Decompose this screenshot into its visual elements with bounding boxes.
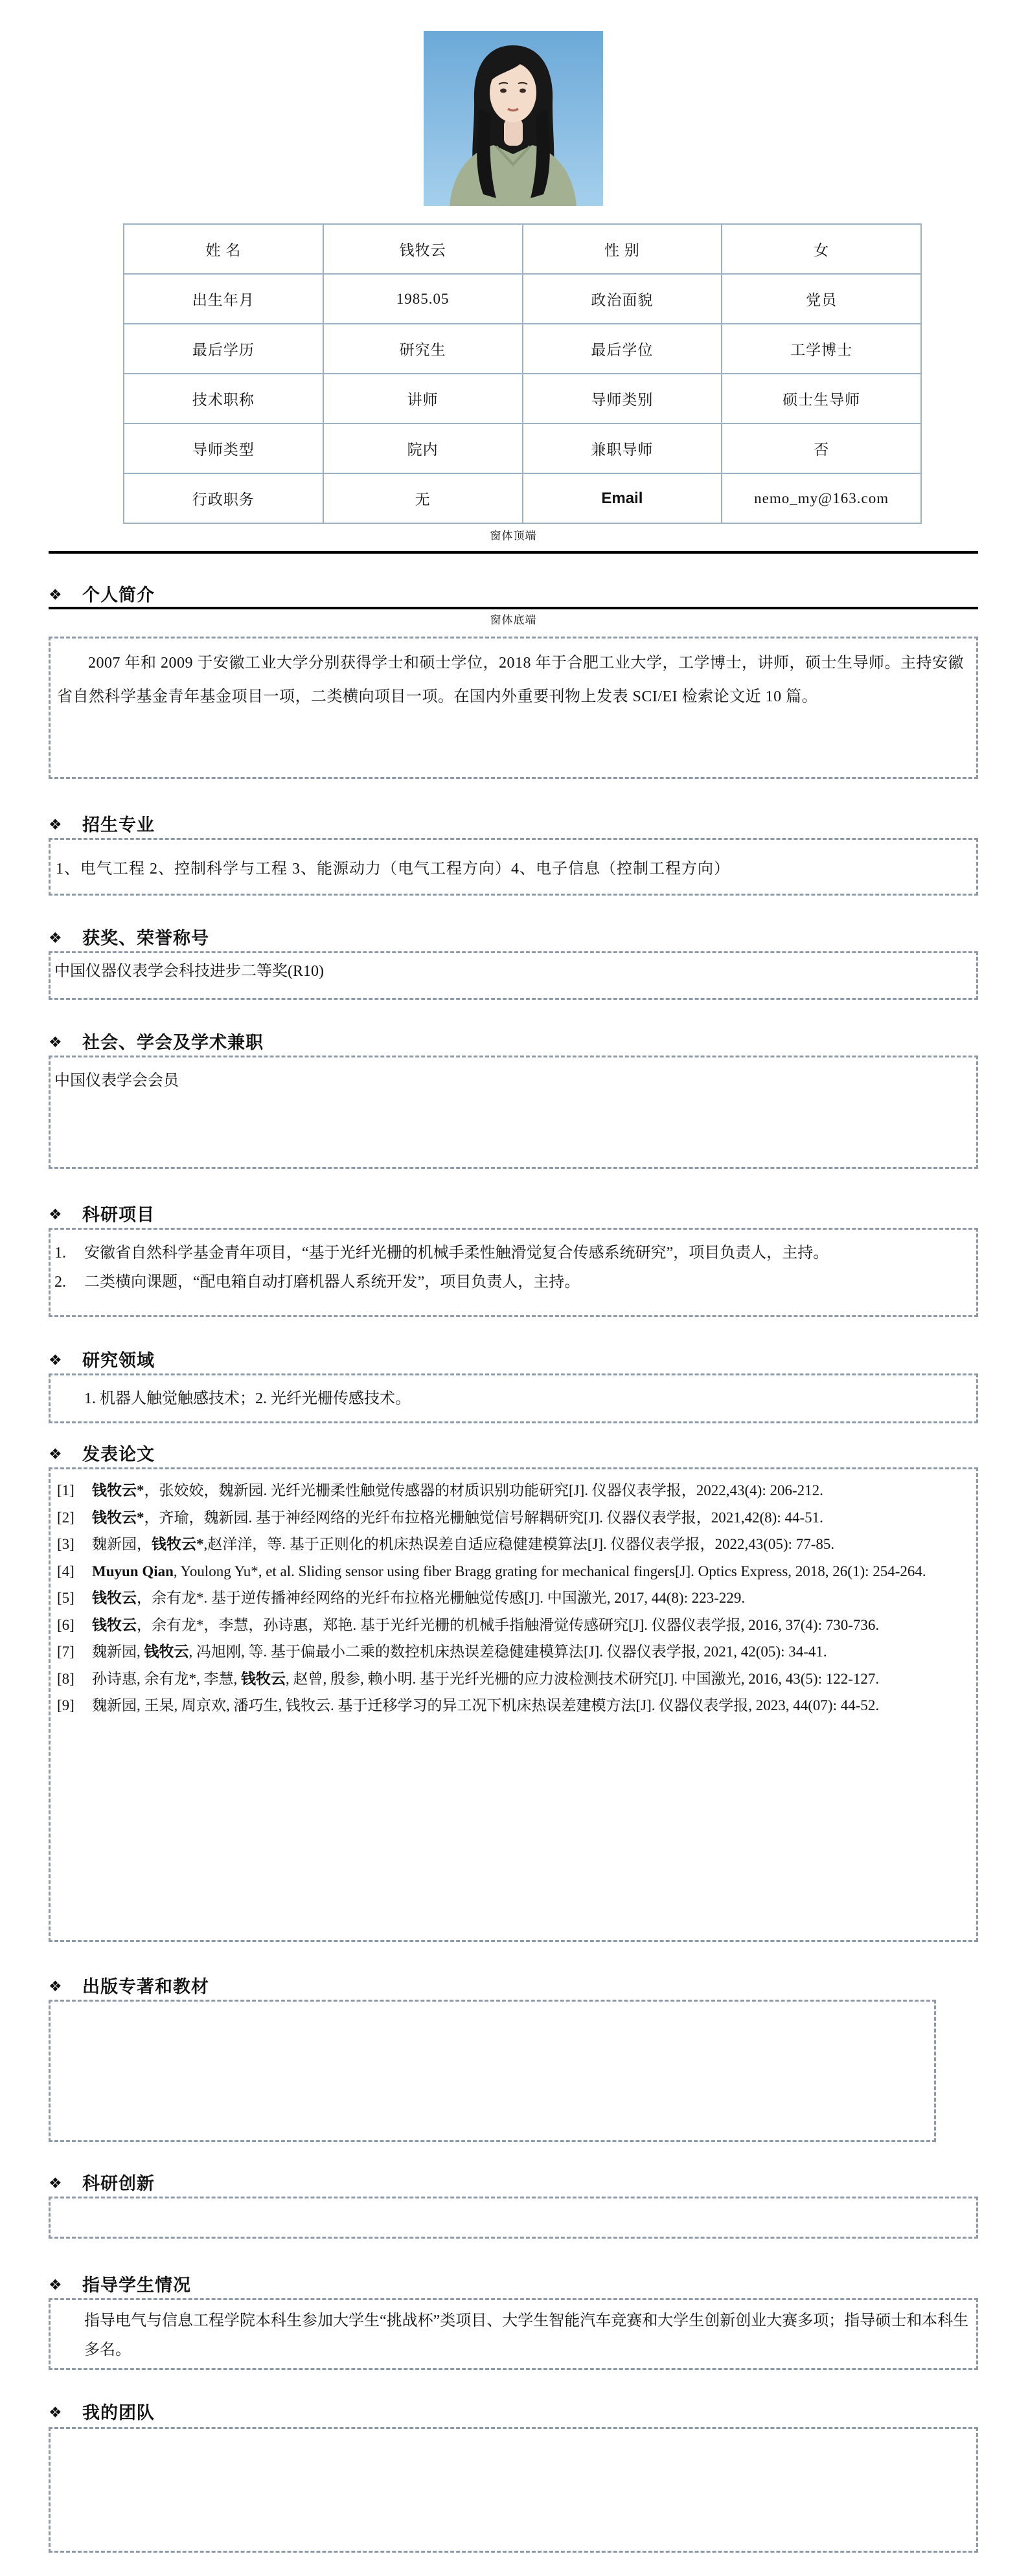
title-label: 技术职称	[124, 374, 323, 424]
table-row	[124, 424, 921, 473]
section-bullet-icon: ❖	[49, 817, 63, 833]
section-bullet-icon: ❖	[49, 1034, 63, 1050]
adjunct-supervisor-value: 否	[722, 424, 921, 473]
publication-highlight-author: Muyun Qian	[92, 1563, 174, 1579]
publication-text: ，齐瑜，魏新园. 基于神经网络的光纤布拉格光栅触觉信号解耦研究[J]. 仪器仪表学报，2021,42(8): 44-51.	[144, 1509, 823, 1526]
publication-highlight-author: 钱牧云	[92, 1590, 137, 1606]
project-text: 二类横向课题，“配电箱自动打磨机器人系统开发”，项目负责人，主持。	[84, 1274, 580, 1291]
section-majors-title: 招生专业	[82, 815, 155, 835]
table-row	[124, 224, 921, 274]
education-value: 研究生	[323, 324, 523, 374]
title-value: 讲师	[323, 374, 523, 424]
section-publications-title: 发表论文	[82, 1445, 155, 1464]
publication-item	[56, 1692, 970, 1719]
section-intro-heading	[49, 585, 978, 605]
gender-value: 女	[722, 224, 921, 274]
publication-number: [9]	[57, 1697, 74, 1713]
project-text: 安徽省自然科学基金青年项目，“基于光纤光栅的机械手柔性触滑觉复合传感系统研究”，项目负责人，主持。	[84, 1245, 829, 1261]
degree-label: 最后学位	[523, 324, 722, 374]
form-bottom-marker: 窗体底端	[490, 614, 537, 626]
publication-authors: 魏新园，	[92, 1536, 152, 1552]
majors-text: 1、电气工程 2、控制科学与工程 3、能源动力（电气工程方向）4、电子信息（控制工程方向）	[56, 861, 730, 877]
publication-item	[56, 1612, 970, 1639]
section-publications-box	[49, 1467, 978, 1942]
section-majors-box	[49, 838, 978, 896]
section-books-box	[49, 2000, 936, 2142]
adjunct-supervisor-label: 兼职导师	[523, 424, 722, 473]
profile-photo	[424, 31, 603, 206]
publication-number: [3]	[57, 1536, 74, 1552]
section-awards-title: 获奖、荣誉称号	[82, 929, 209, 948]
section-bullet-icon: ❖	[49, 1352, 63, 1368]
supervisor-type-value: 院内	[323, 424, 523, 473]
supervisor-category-value: 硕士生导师	[722, 374, 921, 424]
publication-authors: 魏新园, 王杲, 周京欢, 潘巧生, 钱牧云. 基于迁移学习的异工况下机床热误差建模方法[J]. 仪器仪表学报, 2023, 44(07): 44-52.	[92, 1697, 880, 1713]
table-row	[124, 324, 921, 374]
publication-highlight-author: 钱牧云*	[92, 1509, 144, 1526]
section-majors-heading	[49, 815, 978, 835]
section-fields-title: 研究领域	[82, 1351, 155, 1370]
section-bullet-icon: ❖	[49, 2175, 63, 2191]
publication-text: , Youlong Yu*, et al. Sliding sensor using fiber Bragg grating for mechanical fingers[J]. Optics Express, 2018, 26(1): 254-264.	[173, 1563, 926, 1579]
section-bullet-icon: ❖	[49, 1206, 63, 1223]
publication-text: ，余有龙*. 基于逆传播神经网络的光纤布拉格光栅触觉传感[J]. 中国激光, 2017, 44(8): 223-229.	[137, 1590, 746, 1606]
section-memberships-heading	[49, 1032, 978, 1053]
section-projects-heading	[49, 1204, 978, 1225]
divider-line	[49, 607, 978, 609]
publication-number: [8]	[57, 1670, 74, 1687]
section-projects-box	[49, 1228, 978, 1317]
political-status-label: 政治面貌	[523, 274, 722, 324]
project-item	[54, 1239, 971, 1268]
section-books-heading	[49, 1976, 978, 1997]
project-number: 2.	[54, 1274, 66, 1291]
section-innovation-title: 科研创新	[82, 2174, 155, 2193]
photo-container	[49, 0, 978, 206]
gender-label: 性 别	[523, 224, 722, 274]
birthdate-value: 1985.05	[323, 274, 523, 324]
name-label: 姓 名	[124, 224, 323, 274]
publication-text: , 赵曾, 殷参, 赖小明. 基于光纤光栅的应力波检测技术研究[J]. 中国激光, 2016, 43(5): 122-127.	[286, 1670, 880, 1687]
publication-authors: 孙诗惠, 余有龙*, 李慧,	[92, 1670, 241, 1687]
section-bullet-icon: ❖	[49, 1978, 63, 1994]
email-label: Email	[523, 473, 722, 523]
table-row	[124, 473, 921, 523]
section-team-heading	[49, 2402, 978, 2423]
name-value: 钱牧云	[323, 224, 523, 274]
project-number: 1.	[54, 1245, 66, 1261]
publication-number: [1]	[57, 1482, 74, 1498]
project-item	[54, 1268, 971, 1297]
publication-text: , 冯旭刚, 等. 基于偏最小二乘的数控机床热误差稳健建模算法[J]. 仪器仪表学报, 2021, 42(05): 34-41.	[188, 1644, 827, 1660]
section-memberships-title: 社会、学会及学术兼职	[82, 1033, 264, 1052]
publication-list	[56, 1477, 970, 1719]
section-team-title: 我的团队	[82, 2403, 155, 2423]
publication-item	[56, 1477, 970, 1504]
political-status-value: 党员	[722, 274, 921, 324]
email-value: nemo_my@163.com	[722, 473, 921, 523]
publication-number: [2]	[57, 1509, 74, 1526]
education-label: 最后学历	[124, 324, 323, 374]
admin-post-label: 行政职务	[124, 473, 323, 523]
publication-text: ，余有龙*，李慧，孙诗惠，郑艳. 基于光纤光栅的机械手指触滑觉传感研究[J]. 仪器仪表学报, 2016, 37(4): 730-736.	[137, 1616, 880, 1633]
degree-value: 工学博士	[722, 324, 921, 374]
section-books-title: 出版专著和教材	[82, 1977, 209, 1996]
basic-info-table	[123, 223, 922, 524]
section-projects-title: 科研项目	[82, 1205, 155, 1225]
publication-number: [5]	[57, 1590, 74, 1606]
publication-authors: 魏新园,	[92, 1644, 144, 1660]
section-memberships-box: 中国仪表学会会员	[49, 1056, 978, 1169]
publication-highlight-author: 钱牧云*	[152, 1536, 204, 1552]
section-team-box	[49, 2427, 978, 2553]
publication-item	[56, 1585, 970, 1612]
publication-item	[56, 1638, 970, 1666]
table-row	[124, 274, 921, 324]
section-awards-box: 中国仪器仪表学会科技进步二等奖(R10)	[49, 951, 978, 1000]
section-innovation-box	[49, 2197, 978, 2239]
publication-number: [6]	[57, 1616, 74, 1633]
section-fields-box: 1. 机器人触觉触感技术；2. 光纤光栅传感技术。	[49, 1373, 978, 1423]
section-bullet-icon: ❖	[49, 2404, 63, 2421]
section-intro-box: 2007 年和 2009 于安徽工业大学分别获得学士和硕士学位，2018 年于合肥工业大学，工学博士，讲师，硕士生导师。主持安徽省自然科学基金青年基金项目一项，二类横向项目一项。在国内外重要刊物上发表 SCI/EI 检索论文近 10 篇。	[49, 637, 978, 779]
section-bullet-icon: ❖	[49, 587, 63, 603]
section-bullet-icon: ❖	[49, 1446, 63, 1462]
publication-text: ，张姣姣，魏新园. 光纤光栅柔性触觉传感器的材质识别功能研究[J]. 仪器仪表学报，2022,43(4): 206-212.	[144, 1482, 823, 1498]
publication-item	[56, 1531, 970, 1558]
publication-highlight-author: 钱牧云	[92, 1616, 137, 1633]
section-students-box: 指导电气与信息工程学院本科生参加大学生“挑战杯”类项目、大学生智能汽车竞赛和大学生创新创业大赛多项；指导硕士和本科生多名。	[49, 2298, 978, 2370]
publication-item	[56, 1558, 970, 1585]
supervisor-type-label: 导师类型	[124, 424, 323, 473]
publication-text: ,赵洋洋，等. 基于正则化的机床热误差自适应稳健建模算法[J]. 仪器仪表学报，2022,43(05): 77-85.	[203, 1536, 835, 1552]
section-publications-heading	[49, 1444, 978, 1465]
publication-highlight-author: 钱牧云	[144, 1644, 189, 1660]
section-bullet-icon: ❖	[49, 930, 63, 946]
publication-highlight-author: 钱牧云	[241, 1670, 286, 1687]
form-top-marker: 窗体顶端	[490, 530, 537, 542]
section-fields-heading	[49, 1350, 978, 1371]
section-students-title: 指导学生情况	[82, 2276, 191, 2295]
supervisor-category-label: 导师类别	[523, 374, 722, 424]
section-bullet-icon: ❖	[49, 2277, 63, 2293]
section-students-heading	[49, 2275, 978, 2296]
divider-line	[49, 551, 978, 554]
section-intro-title: 个人简介	[82, 585, 155, 605]
admin-post-value: 无	[323, 473, 523, 523]
section-innovation-heading	[49, 2173, 978, 2194]
birthdate-label: 出生年月	[124, 274, 323, 324]
publication-item	[56, 1666, 970, 1693]
section-awards-heading	[49, 928, 978, 949]
table-row	[124, 374, 921, 424]
publication-number: [7]	[57, 1644, 74, 1660]
publication-number: [4]	[57, 1563, 74, 1579]
publication-item	[56, 1504, 970, 1531]
publication-highlight-author: 钱牧云*	[92, 1482, 144, 1498]
